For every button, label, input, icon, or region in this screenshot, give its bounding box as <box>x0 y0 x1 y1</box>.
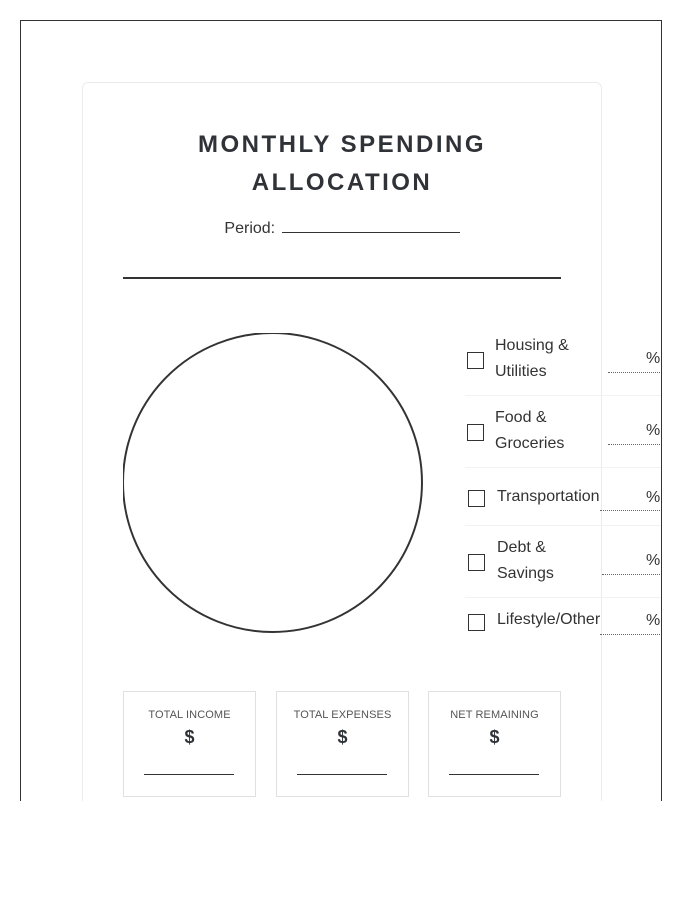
worksheet-card <box>82 82 661 801</box>
title-line-1: MONTHLY SPENDING <box>197 131 487 158</box>
category-row-lifestyle <box>465 597 662 653</box>
category-label-line: Utilities <box>495 363 547 380</box>
total-income-box <box>123 691 256 797</box>
category-label-line: Savings <box>497 565 554 582</box>
header-divider <box>123 277 561 279</box>
percent-sign: % <box>646 422 661 439</box>
category-checkbox-transportation[interactable] <box>468 490 485 507</box>
category-label-line: Transportation <box>497 488 600 505</box>
category-row-food <box>465 405 662 468</box>
category-label-lifestyle <box>497 607 600 633</box>
period-field <box>83 218 601 238</box>
total-income-currency: $ <box>184 727 195 747</box>
category-checkbox-housing[interactable] <box>467 352 484 369</box>
net-remaining-currency: $ <box>489 727 500 747</box>
category-label-line: Food & <box>495 409 547 426</box>
net-remaining-box <box>428 691 561 797</box>
percent-sign: % <box>646 612 661 629</box>
page-title <box>83 126 601 202</box>
percent-blank-lifestyle[interactable] <box>600 634 660 635</box>
percent-sign: % <box>646 350 661 367</box>
percent-sign: % <box>646 489 661 506</box>
percent-blank-housing[interactable] <box>608 372 660 373</box>
net-remaining-label: NET REMAINING <box>450 709 539 721</box>
total-expenses-label: TOTAL EXPENSES <box>293 709 392 721</box>
percent-blank-food[interactable] <box>608 444 660 445</box>
category-label-debt <box>497 535 554 587</box>
total-income-blank-line[interactable] <box>144 774 234 775</box>
category-checkbox-debt[interactable] <box>468 554 485 571</box>
title-line-2: ALLOCATION <box>251 169 433 196</box>
percent-blank-debt[interactable] <box>602 574 660 575</box>
category-row-debt <box>465 525 662 598</box>
total-income-label: TOTAL INCOME <box>148 709 231 721</box>
net-remaining-blank-line[interactable] <box>449 774 539 775</box>
total-expenses-box <box>276 691 409 797</box>
total-expenses-blank-line[interactable] <box>297 774 387 775</box>
category-label-transportation <box>497 484 600 510</box>
pie-outline-circle <box>123 333 422 632</box>
page-frame <box>20 20 662 801</box>
category-label-line: Lifestyle/Other <box>497 611 601 628</box>
category-checkbox-lifestyle[interactable] <box>468 614 485 631</box>
category-label-line: Debt & <box>497 539 546 556</box>
period-label: Period: <box>224 220 276 237</box>
category-label-housing <box>495 333 569 385</box>
percent-sign: % <box>646 552 661 569</box>
category-label-food <box>495 405 564 457</box>
category-row-housing <box>465 333 662 396</box>
category-label-line: Groceries <box>495 435 565 452</box>
category-row-transportation <box>465 477 662 526</box>
percent-blank-transportation[interactable] <box>600 510 660 511</box>
period-blank-line[interactable] <box>282 218 460 233</box>
category-label-line: Housing & <box>495 337 569 354</box>
blank-pie-chart <box>123 333 423 633</box>
category-checkbox-food[interactable] <box>467 424 484 441</box>
total-expenses-currency: $ <box>337 727 348 747</box>
